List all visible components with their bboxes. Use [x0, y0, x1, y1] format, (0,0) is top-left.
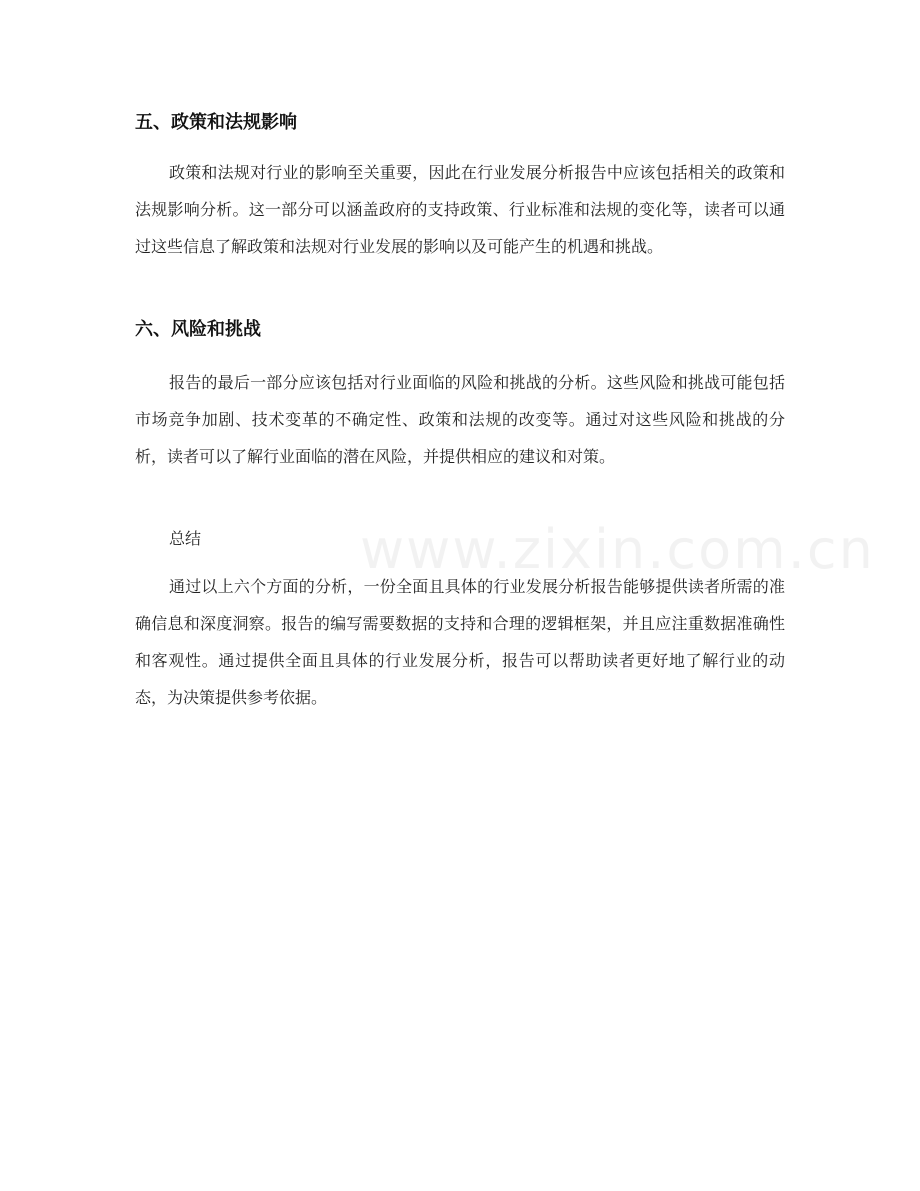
summary-label: 总结: [169, 529, 202, 548]
section-heading-policy: 五、政策和法规影响: [135, 112, 297, 133]
section-body-policy: 政策和法规对行业的影响至关重要，因此在行业发展分析报告中应该包括相关的政策和法规影响分析。这一部分可以涵盖政府的支持政策、行业标准和法规的变化等，读者可以通过这些信息了解政策和法规对行业发展的影响以及可能产生的机遇和挑战。: [135, 163, 785, 256]
watermark: www.zixin.com.cn: [360, 518, 875, 581]
section-body-risk: 报告的最后一部分应该包括对行业面临的风险和挑战的分析。这些风险和挑战可能包括市场竞争加剧、技术变革的不确定性、政策和法规的改变等。通过对这些风险和挑战的分析，读者可以了解行业面临的潜在风险，并提供相应的建议和对策。: [135, 373, 785, 466]
summary-body: 通过以上六个方面的分析，一份全面且具体的行业发展分析报告能够提供读者所需的准确信息和深度洞察。报告的编写需要数据的支持和合理的逻辑框架，并且应注重数据准确性和客观性。通过提供全面且具体的行业发展分析，报告可以帮助读者更好地了解行业的动态，为决策提供参考依据。: [135, 577, 785, 707]
section-heading-risk: 六、风险和挑战: [135, 319, 261, 340]
